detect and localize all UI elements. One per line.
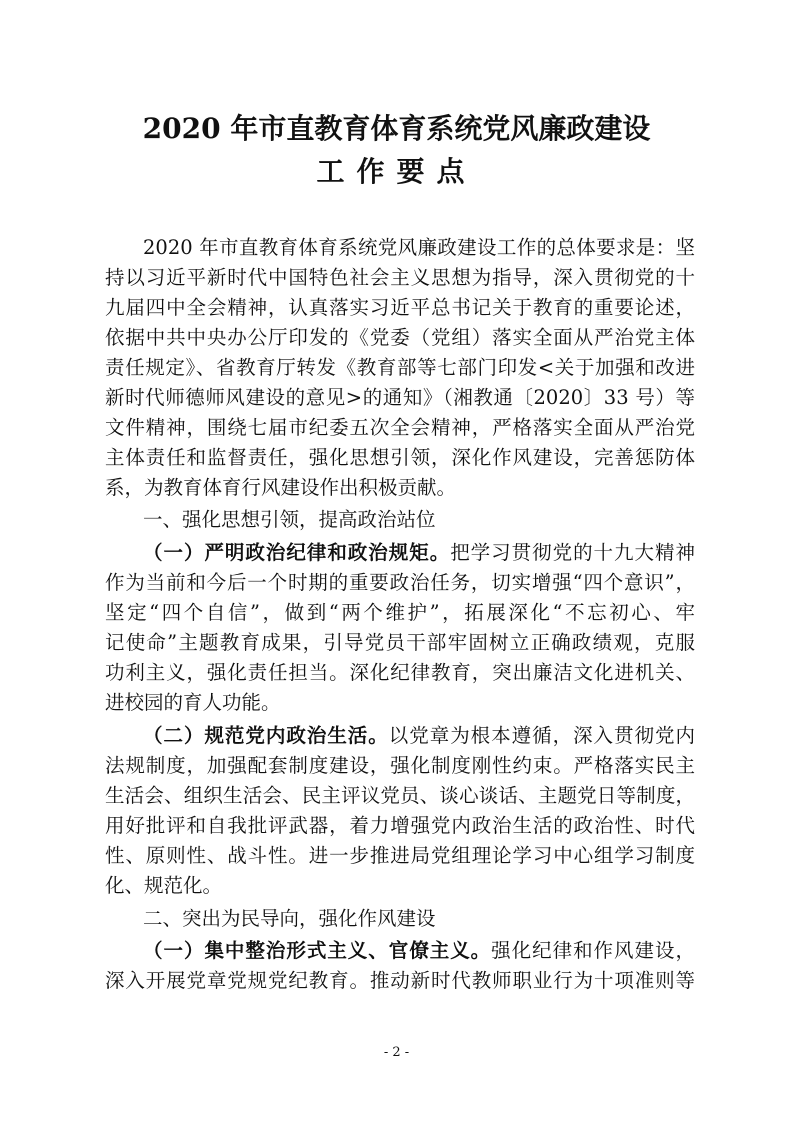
paragraph-line: 生活会、组织生活会、民主评议党员、谈心谈话、主题党日等制度， <box>105 784 695 807</box>
section-heading: 一、强化思想引领，提高政治站位 <box>143 508 436 531</box>
section-heading: 二、突出为民导向，强化作风建设 <box>143 907 436 930</box>
intro-line: 持以习近平新时代中国特色社会主义思想为指导，深入贯彻党的十 <box>105 266 695 289</box>
paragraph-line: 深入开展党章党规党纪教育。推动新时代教师职业行为十项准则等 <box>105 969 695 992</box>
item-title: （一）严明政治纪律和政治规矩。 <box>143 541 451 564</box>
intro-line: 系，为教育体育行风建设作出积极贡献。 <box>105 476 457 499</box>
intro-line: 依据中共中央办公厅印发的《党委（党组）落实全面从严治党主体 <box>105 326 695 349</box>
paragraph-first-line <box>143 936 695 966</box>
intro-line: 责任规定》、省教育厅转发《教育部等七部门印发<关于加强和改进 <box>105 356 695 379</box>
paragraph-line: 作为当前和今后一个时期的重要政治任务，切实增强“四个意识”， <box>105 571 695 594</box>
paragraph-line: 功利主义，强化责任担当。深化纪律教育，突出廉洁文化进机关、 <box>105 661 695 684</box>
intro-line: 主体责任和监督责任，强化思想引领，深化作风建设，完善惩防体 <box>105 446 695 469</box>
paragraph-line: 坚定“四个自信”，做到“两个维护”，拓展深化“不忘初心、牢 <box>105 601 695 624</box>
paragraph-line: 化、规范化。 <box>105 874 223 897</box>
page-number: - 2 - <box>383 1045 410 1060</box>
intro-line: 九届四中全会精神，认真落实习近平总书记关于教育的重要论述， <box>105 296 695 319</box>
intro-line: 新时代师德师风建设的意见>的通知》（湘教通〔2020〕33 号）等 <box>105 386 695 409</box>
document-title: 2020 年市直教育体育系统党风廉政建设 <box>142 112 651 145</box>
intro-line: 文件精神，围绕七届市纪委五次全会精神，严格落实全面从严治党 <box>105 416 695 439</box>
paragraph-line: 性、原则性、战斗性。进一步推进局党组理论学习中心组学习制度 <box>105 844 695 867</box>
item-title: （一）集中整治形式主义、官僚主义。 <box>143 939 492 962</box>
paragraph-line: 进校园的育人功能。 <box>105 691 281 714</box>
intro-line: 2020 年市直教育体育系统党风廉政建设工作的总体要求是：坚 <box>143 236 695 259</box>
paragraph-line: 记使命”主题教育成果，引导党员干部牢固树立正确政绩观，克服 <box>105 631 695 654</box>
item-text: 强化纪律和作风建设， <box>491 939 695 962</box>
item-text: 把学习贯彻党的十九大精神 <box>450 541 695 564</box>
item-title: （二）规范党内政治生活。 <box>143 724 389 747</box>
item-text: 以党章为根本遵循，深入贯彻党内 <box>388 724 695 747</box>
paragraph-line: 法规制度，加强配套制度建设，强化制度刚性约束。严格落实民主 <box>105 754 695 777</box>
document-subtitle: 工作要点 <box>316 155 477 188</box>
paragraph-first-line <box>143 538 695 568</box>
paragraph-line: 用好批评和自我批评武器，着力增强党内政治生活的政治性、时代 <box>105 814 695 837</box>
paragraph-first-line <box>143 721 695 751</box>
